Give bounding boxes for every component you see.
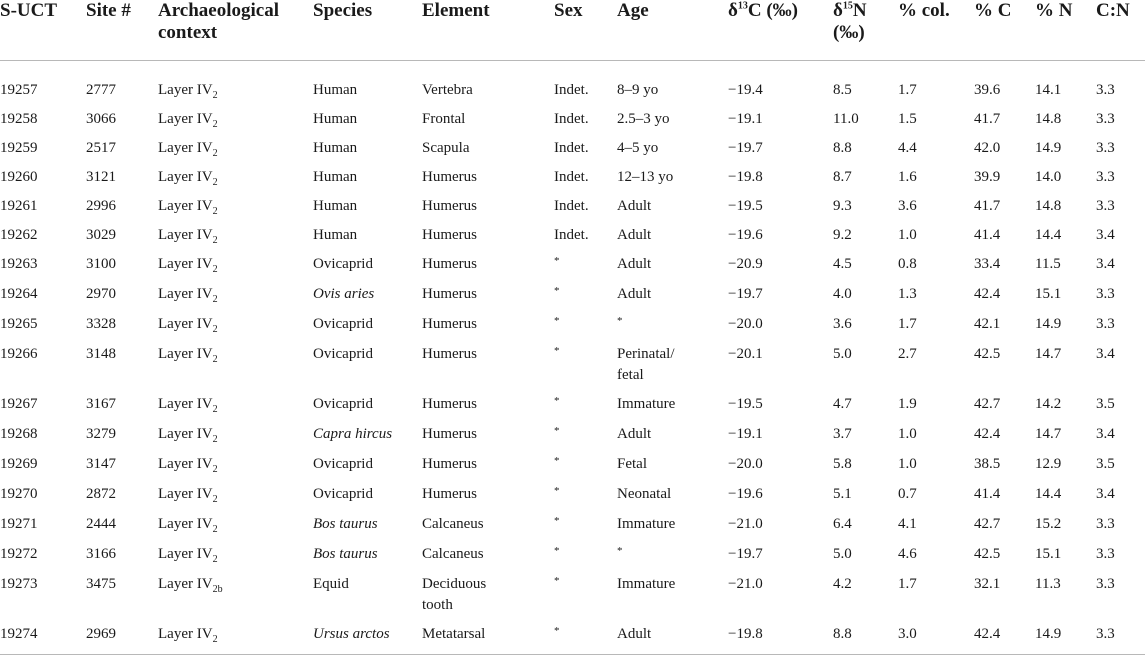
cell-element: Humerus: [422, 316, 477, 332]
cell-collagen: 1.3: [898, 286, 917, 302]
cell-carbon: 42.5: [974, 546, 1001, 562]
cell-d13c: −19.5: [728, 198, 763, 214]
cell-element: Scapula: [422, 140, 470, 156]
cell-age: *: [617, 545, 623, 557]
cell-element: Humerus: [422, 456, 477, 472]
cell-age: *: [617, 315, 623, 327]
header-context-line2: context: [158, 22, 218, 43]
cell-site-number: 3100: [86, 256, 116, 272]
cell-d13c: −21.0: [728, 576, 763, 592]
header-age: Age: [617, 0, 728, 61]
cell-cn-ratio: 3.3: [1096, 316, 1115, 332]
cell-nitrogen: 15.1: [1035, 286, 1062, 302]
cell-species: Ursus arctos: [313, 624, 422, 655]
table-row: [0, 514, 1145, 544]
cell-carbon: 39.9: [974, 169, 1001, 185]
cell-d15n: 11.0: [833, 111, 859, 127]
table-row: [0, 225, 1145, 254]
cell-collagen: 1.0: [898, 426, 917, 442]
cell-carbon: 42.4: [974, 426, 1001, 442]
cell-carbon: 39.6: [974, 82, 1001, 98]
cell-collagen: 3.6: [898, 198, 917, 214]
header-cn-ratio: C:N: [1096, 0, 1145, 61]
cell-species: Human: [313, 227, 358, 243]
cell-d15n: 8.5: [833, 82, 852, 98]
cell-carbon: 42.5: [974, 346, 1001, 362]
cell-cn-ratio: 3.3: [1096, 111, 1115, 127]
cell-age: 8–9 yo: [617, 82, 659, 98]
cell-d15n: 5.0: [833, 546, 852, 562]
cell-sample-id: 19269: [0, 456, 38, 472]
cell-nitrogen: 14.0: [1035, 169, 1062, 185]
cell-collagen: 3.0: [898, 624, 974, 655]
cell-species: Equid: [313, 576, 349, 592]
cell-d13c: −19.5: [728, 396, 763, 412]
cell-site-number: 3279: [86, 426, 116, 442]
cell-context: Layer $IV_2$: [158, 286, 218, 305]
cell-age: Adult: [617, 426, 652, 442]
cell-d13c: −19.8: [728, 169, 763, 185]
cell-cn-ratio: 3.3: [1096, 198, 1115, 214]
table-row: [0, 574, 1145, 624]
table-row: [0, 196, 1145, 225]
cell-collagen: 0.8: [898, 256, 917, 272]
cell-nitrogen: 11.3: [1035, 576, 1061, 592]
cell-carbon: 42.7: [974, 516, 1001, 532]
cell-d13c: −21.0: [728, 516, 763, 532]
header-context: [158, 0, 313, 61]
table-row: [0, 484, 1145, 514]
cell-site-number: 2777: [86, 82, 116, 98]
cell-site-number: 3029: [86, 227, 116, 243]
table-row: [0, 624, 1145, 655]
cell-age: Adult: [617, 227, 652, 243]
cell-d13c: −19.1: [728, 426, 763, 442]
cell-context: Layer $IV_2$: [158, 546, 218, 565]
cell-d15n: 8.8: [833, 624, 898, 655]
cell-sex: Indet.: [554, 198, 589, 214]
cell-element: Metatarsal: [422, 624, 554, 655]
cell-carbon: 42.4: [974, 286, 1001, 302]
cell-d15n: 5.8: [833, 456, 852, 472]
table-row: [0, 544, 1145, 574]
cell-species: Ovicaprid: [313, 486, 373, 502]
cell-cn-ratio: 3.3: [1096, 546, 1115, 562]
table-row: [0, 167, 1145, 196]
cell-cn-ratio: 3.3: [1096, 624, 1145, 655]
cell-age: 2.5–3 yo: [617, 111, 670, 127]
header-site: Site #: [86, 0, 158, 61]
cell-d15n: 4.2: [833, 576, 852, 592]
cell-d13c: −19.4: [728, 82, 763, 98]
table-row: [0, 424, 1145, 454]
cell-species: Human: [313, 198, 358, 214]
cell-carbon: 41.4: [974, 227, 1001, 243]
cell-collagen: 4.1: [898, 516, 917, 532]
cell-site-number: 3147: [86, 456, 116, 472]
cell-sex: *: [554, 485, 560, 497]
table-row: [0, 454, 1145, 484]
cell-cn-ratio: 3.4: [1096, 256, 1115, 272]
cell-element: Humerus: [422, 396, 477, 412]
cell-d15n: 4.5: [833, 256, 852, 272]
header-species: Species: [313, 0, 422, 61]
cell-nitrogen: 12.9: [1035, 456, 1062, 472]
cell-context: Layer $IV_2$: [158, 624, 313, 655]
table-row: [0, 284, 1145, 314]
cell-cn-ratio: 3.3: [1096, 169, 1115, 185]
cell-sample-id: 19265: [0, 316, 38, 332]
cell-age: Adult: [617, 256, 652, 272]
cell-context: Layer $IV_2$: [158, 426, 218, 445]
cell-collagen: 1.7: [898, 82, 917, 98]
cell-d15n: 9.3: [833, 198, 852, 214]
cell-sex: Indet.: [554, 82, 589, 98]
cell-sample-id: 19268: [0, 426, 38, 442]
cell-collagen: 1.7: [898, 576, 917, 592]
cell-collagen: 1.6: [898, 169, 917, 185]
cell-sample-id: 19273: [0, 576, 38, 592]
cell-site-number: 2444: [86, 516, 116, 532]
cell-nitrogen: 14.9: [1035, 316, 1062, 332]
cell-element: Calcaneus: [422, 516, 484, 532]
cell-sample-id: 19257: [0, 82, 38, 98]
cell-nitrogen: 15.1: [1035, 546, 1062, 562]
table-row: [0, 314, 1145, 344]
cell-element: Vertebra: [422, 82, 473, 98]
cell-species: Ovicaprid: [313, 456, 373, 472]
cell-species: Human: [313, 82, 358, 98]
cell-element: Humerus: [422, 346, 477, 362]
cell-species: Ovicaprid: [313, 316, 373, 332]
cell-carbon: 38.5: [974, 456, 1001, 472]
cell-element: Humerus: [422, 286, 477, 302]
header-collagen: % col.: [898, 0, 974, 61]
cell-nitrogen: 14.1: [1035, 82, 1062, 98]
cell-carbon: 41.7: [974, 111, 1001, 127]
cell-context: Layer $IV_{2b}$: [158, 576, 223, 595]
cell-species: Ovicaprid: [313, 256, 373, 272]
cell-sample-id: 19264: [0, 286, 38, 302]
cell-context: Layer $IV_2$: [158, 169, 218, 188]
table-row: [0, 254, 1145, 284]
cell-d15n: 9.2: [833, 227, 852, 243]
cell-sex: Indet.: [554, 227, 589, 243]
cell-sex: *: [554, 395, 560, 407]
cell-sample-id: 19270: [0, 486, 38, 502]
cell-collagen: 1.5: [898, 111, 917, 127]
cell-nitrogen: 15.2: [1035, 516, 1062, 532]
cell-collagen: 2.7: [898, 346, 917, 362]
cell-nitrogen: 14.8: [1035, 111, 1062, 127]
cell-d15n: 8.8: [833, 140, 852, 156]
cell-nitrogen: 14.2: [1035, 396, 1062, 412]
cell-nitrogen: 14.7: [1035, 346, 1062, 362]
cell-d15n: 3.6: [833, 316, 852, 332]
table-row: [0, 61, 1145, 110]
cell-nitrogen: 11.5: [1035, 256, 1061, 272]
cell-context: Layer $IV_2$: [158, 256, 218, 275]
cell-sex: Indet.: [554, 111, 589, 127]
cell-age: Immature: [617, 576, 676, 592]
cell-species: Ovis aries: [313, 286, 375, 302]
cell-age: Adult: [617, 198, 652, 214]
cell-collagen: 1.0: [898, 456, 917, 472]
cell-collagen: 4.6: [898, 546, 917, 562]
cell-sex: *: [554, 515, 560, 527]
cell-collagen: 1.0: [898, 227, 917, 243]
cell-context: Layer $IV_2$: [158, 456, 218, 475]
cell-age: Neonatal: [617, 486, 672, 502]
cell-carbon: 42.7: [974, 396, 1001, 412]
cell-species: Bos taurus: [313, 546, 378, 562]
cell-species: Human: [313, 111, 358, 127]
cell-species: Capra hircus: [313, 426, 393, 442]
cell-context: Layer $IV_2$: [158, 82, 218, 101]
cell-element: Humerus: [422, 256, 477, 272]
cell-sex: Indet.: [554, 169, 589, 185]
cell-site-number: 2969: [86, 624, 158, 655]
cell-sex: *: [554, 255, 560, 267]
cell-sample-id: 19263: [0, 256, 38, 272]
cell-nitrogen: 14.9: [1035, 140, 1062, 156]
cell-carbon: 42.1: [974, 316, 1001, 332]
cell-d13c: −19.7: [728, 286, 763, 302]
cell-site-number: 2872: [86, 486, 116, 502]
header-nitrogen: % N: [1035, 0, 1096, 61]
cell-age: Adult: [617, 624, 728, 655]
cell-sex: *: [554, 285, 560, 297]
cell-nitrogen: 14.8: [1035, 198, 1062, 214]
cell-cn-ratio: 3.4: [1096, 346, 1115, 362]
cell-context: Layer $IV_2$: [158, 140, 218, 159]
cell-site-number: 3328: [86, 316, 116, 332]
cell-sex: *: [554, 455, 560, 467]
cell-sex: *: [554, 545, 560, 557]
cell-sample-id: 19259: [0, 140, 38, 156]
cell-element: Deciduous tooth: [422, 576, 487, 613]
cell-sample-id: 19274: [0, 624, 86, 655]
cell-age: Fetal: [617, 456, 647, 472]
cell-cn-ratio: 3.3: [1096, 140, 1115, 156]
cell-sample-id: 19262: [0, 227, 38, 243]
cell-carbon: 41.4: [974, 486, 1001, 502]
table-row: [0, 138, 1145, 167]
cell-site-number: 3148: [86, 346, 116, 362]
cell-context: Layer $IV_2$: [158, 516, 218, 535]
cell-d15n: 3.7: [833, 426, 852, 442]
cell-nitrogen: 14.4: [1035, 227, 1062, 243]
cell-sex: *: [554, 315, 560, 327]
cell-nitrogen: 14.7: [1035, 426, 1062, 442]
table-body: [0, 61, 1145, 655]
cell-sample-id: 19260: [0, 169, 38, 185]
cell-sex: *: [554, 425, 560, 437]
cell-sex: Indet.: [554, 140, 589, 156]
cell-cn-ratio: 3.3: [1096, 286, 1115, 302]
cell-age: 12–13 yo: [617, 169, 674, 185]
cell-nitrogen: 14.4: [1035, 486, 1062, 502]
cell-context: Layer $IV_2$: [158, 396, 218, 415]
cell-site-number: 3167: [86, 396, 116, 412]
header-d15n: $\delta^{15}N$ (‰): [833, 0, 898, 61]
cell-sample-id: 19272: [0, 546, 38, 562]
cell-d15n: 4.7: [833, 396, 852, 412]
cell-species: Human: [313, 140, 358, 156]
cell-cn-ratio: 3.5: [1096, 396, 1115, 412]
cell-species: Ovicaprid: [313, 346, 373, 362]
cell-d13c: −20.9: [728, 256, 763, 272]
cell-element: Frontal: [422, 111, 466, 127]
cell-collagen: 1.7: [898, 316, 917, 332]
cell-sample-id: 19258: [0, 111, 38, 127]
cell-element: Humerus: [422, 198, 477, 214]
cell-d13c: −19.7: [728, 546, 763, 562]
cell-context: Layer $IV_2$: [158, 227, 218, 246]
cell-d13c: −19.6: [728, 227, 763, 243]
cell-d15n: 4.0: [833, 286, 852, 302]
header-row: [0, 0, 1145, 61]
cell-context: Layer $IV_2$: [158, 316, 218, 335]
cell-species: Ovicaprid: [313, 396, 373, 412]
cell-element: Humerus: [422, 486, 477, 502]
cell-cn-ratio: 3.4: [1096, 227, 1115, 243]
cell-collagen: 4.4: [898, 140, 917, 156]
cell-sex: *: [554, 345, 560, 357]
cell-sample-id: 19271: [0, 516, 38, 532]
cell-cn-ratio: 3.3: [1096, 82, 1115, 98]
cell-sample-id: 19266: [0, 346, 38, 362]
cell-site-number: 2996: [86, 198, 116, 214]
cell-cn-ratio: 3.3: [1096, 516, 1115, 532]
cell-d13c: −19.8: [728, 624, 833, 655]
cell-d13c: −19.7: [728, 140, 763, 156]
cell-context: Layer $IV_2$: [158, 111, 218, 130]
cell-element: Humerus: [422, 169, 477, 185]
cell-context: Layer $IV_2$: [158, 198, 218, 217]
cell-age: Immature: [617, 396, 676, 412]
cell-age: Immature: [617, 516, 676, 532]
cell-context: Layer $IV_2$: [158, 486, 218, 505]
cell-age: Adult: [617, 286, 652, 302]
cell-site-number: 3066: [86, 111, 116, 127]
table-row: [0, 109, 1145, 138]
cell-site-number: 3166: [86, 546, 116, 562]
cell-carbon: 42.0: [974, 140, 1001, 156]
cell-sample-id: 19267: [0, 396, 38, 412]
cell-d13c: −19.1: [728, 111, 763, 127]
header-carbon: % C: [974, 0, 1035, 61]
cell-species: Human: [313, 169, 358, 185]
cell-element: Humerus: [422, 227, 477, 243]
header-sex: Sex: [554, 0, 617, 61]
cell-site-number: 3121: [86, 169, 116, 185]
cell-carbon: 33.4: [974, 256, 1001, 272]
cell-site-number: 3475: [86, 576, 116, 592]
cell-carbon: 41.7: [974, 198, 1001, 214]
cell-sex: *: [554, 575, 560, 587]
table-header: [0, 0, 1145, 61]
header-sample: S-UCT: [0, 0, 86, 61]
cell-cn-ratio: 3.3: [1096, 576, 1115, 592]
cell-nitrogen: 14.9: [1035, 624, 1096, 655]
cell-sample-id: 19261: [0, 198, 38, 214]
cell-collagen: 1.9: [898, 396, 917, 412]
cell-d15n: 5.1: [833, 486, 852, 502]
cell-element: Humerus: [422, 426, 477, 442]
cell-d13c: −20.0: [728, 456, 763, 472]
cell-d13c: −20.0: [728, 316, 763, 332]
cell-carbon: 42.4: [974, 624, 1035, 655]
cell-cn-ratio: 3.5: [1096, 456, 1115, 472]
cell-collagen: 0.7: [898, 486, 917, 502]
cell-context: Layer $IV_2$: [158, 346, 218, 365]
cell-d15n: 6.4: [833, 516, 852, 532]
cell-d15n: 5.0: [833, 346, 852, 362]
cell-age: Perinatal/ fetal: [617, 346, 675, 383]
cell-sex: *: [554, 624, 617, 655]
header-d13c: $\delta^{13}C$ (‰): [728, 0, 833, 61]
cell-d13c: −20.1: [728, 346, 763, 362]
cell-site-number: 2970: [86, 286, 116, 302]
header-element: Element: [422, 0, 554, 61]
cell-age: 4–5 yo: [617, 140, 659, 156]
cell-cn-ratio: 3.4: [1096, 486, 1115, 502]
table-row: [0, 344, 1145, 394]
cell-cn-ratio: 3.4: [1096, 426, 1115, 442]
table-row: [0, 394, 1145, 424]
header-context-line1: Archaeological: [158, 0, 280, 21]
cell-site-number: 2517: [86, 140, 116, 156]
cell-species: Bos taurus: [313, 516, 378, 532]
cell-d13c: −19.6: [728, 486, 763, 502]
cell-element: Calcaneus: [422, 546, 484, 562]
cell-carbon: 32.1: [974, 576, 1001, 592]
cell-d15n: 8.7: [833, 169, 852, 185]
